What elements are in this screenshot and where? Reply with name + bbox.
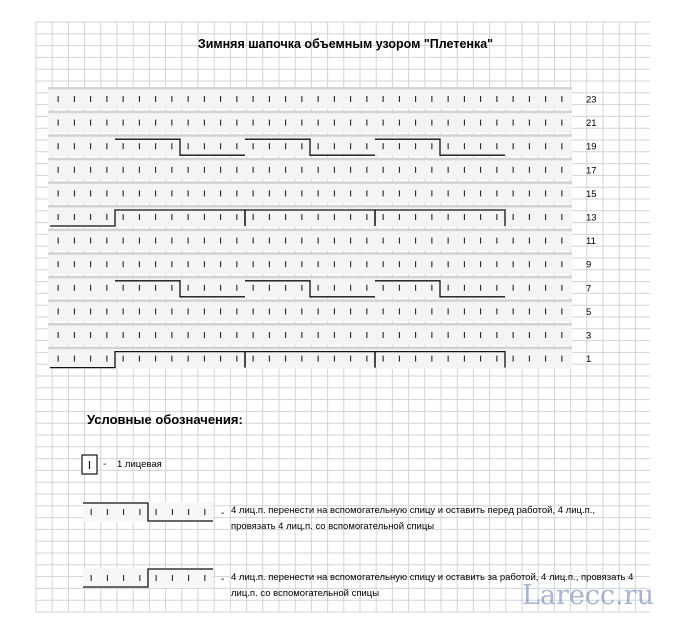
row-number: 21: [586, 118, 597, 130]
chart-row: [48, 231, 572, 251]
row-separator: [48, 323, 572, 326]
row-number: 13: [586, 212, 597, 224]
legend-dash: -: [221, 508, 225, 519]
row-separator: [48, 134, 572, 137]
watermark-logo: Larecc.ru: [522, 580, 655, 611]
legend-dash: -: [221, 574, 225, 585]
row-separator: [48, 158, 572, 161]
row-number: 9: [586, 259, 592, 271]
row-number: 3: [586, 330, 592, 342]
row-number: 23: [586, 94, 597, 106]
chart-row: [48, 113, 572, 133]
legend-front-cross-description: 4 лиц.п. перенести на вспомогательную спицу и оставить перед работой, 4 лиц.п., провязать 4 лиц.п. со вспомогательной спицы: [231, 505, 596, 532]
page-title: Зимняя шапочка объемным узором "Плетенка": [197, 37, 494, 51]
row-separator: [48, 181, 572, 184]
row-number: 19: [586, 141, 597, 153]
legend-knit-description: 1 лицевая: [117, 459, 162, 470]
row-separator: [48, 229, 572, 232]
row-separator: [48, 111, 572, 114]
row-number: 17: [586, 165, 597, 177]
row-separator: [48, 205, 572, 208]
chart-row: [48, 301, 572, 321]
chart-row: [48, 89, 572, 109]
chart-row: [48, 183, 572, 203]
chart-row: [48, 160, 572, 180]
row-number: 15: [586, 188, 597, 200]
row-number: 5: [586, 306, 592, 318]
chart-row: [48, 325, 572, 345]
row-number: 7: [586, 283, 592, 295]
chart-row: [48, 254, 572, 274]
row-separator: [48, 276, 572, 279]
legend-title: Условные обозначения:: [87, 412, 243, 427]
row-separator: [48, 87, 572, 90]
row-number: 11: [586, 236, 596, 248]
row-separator: [48, 299, 572, 302]
row-separator: [48, 347, 572, 350]
row-number: 1: [586, 354, 592, 366]
legend-back-cross-description: 4 лиц.п. перенести на вспомогательную спицу и оставить за работой, 4 лиц.п., провязать 4 лиц.п. со вспомогательной спицы: [231, 572, 634, 599]
row-separator: [48, 252, 572, 255]
legend-dash: -: [103, 459, 107, 470]
